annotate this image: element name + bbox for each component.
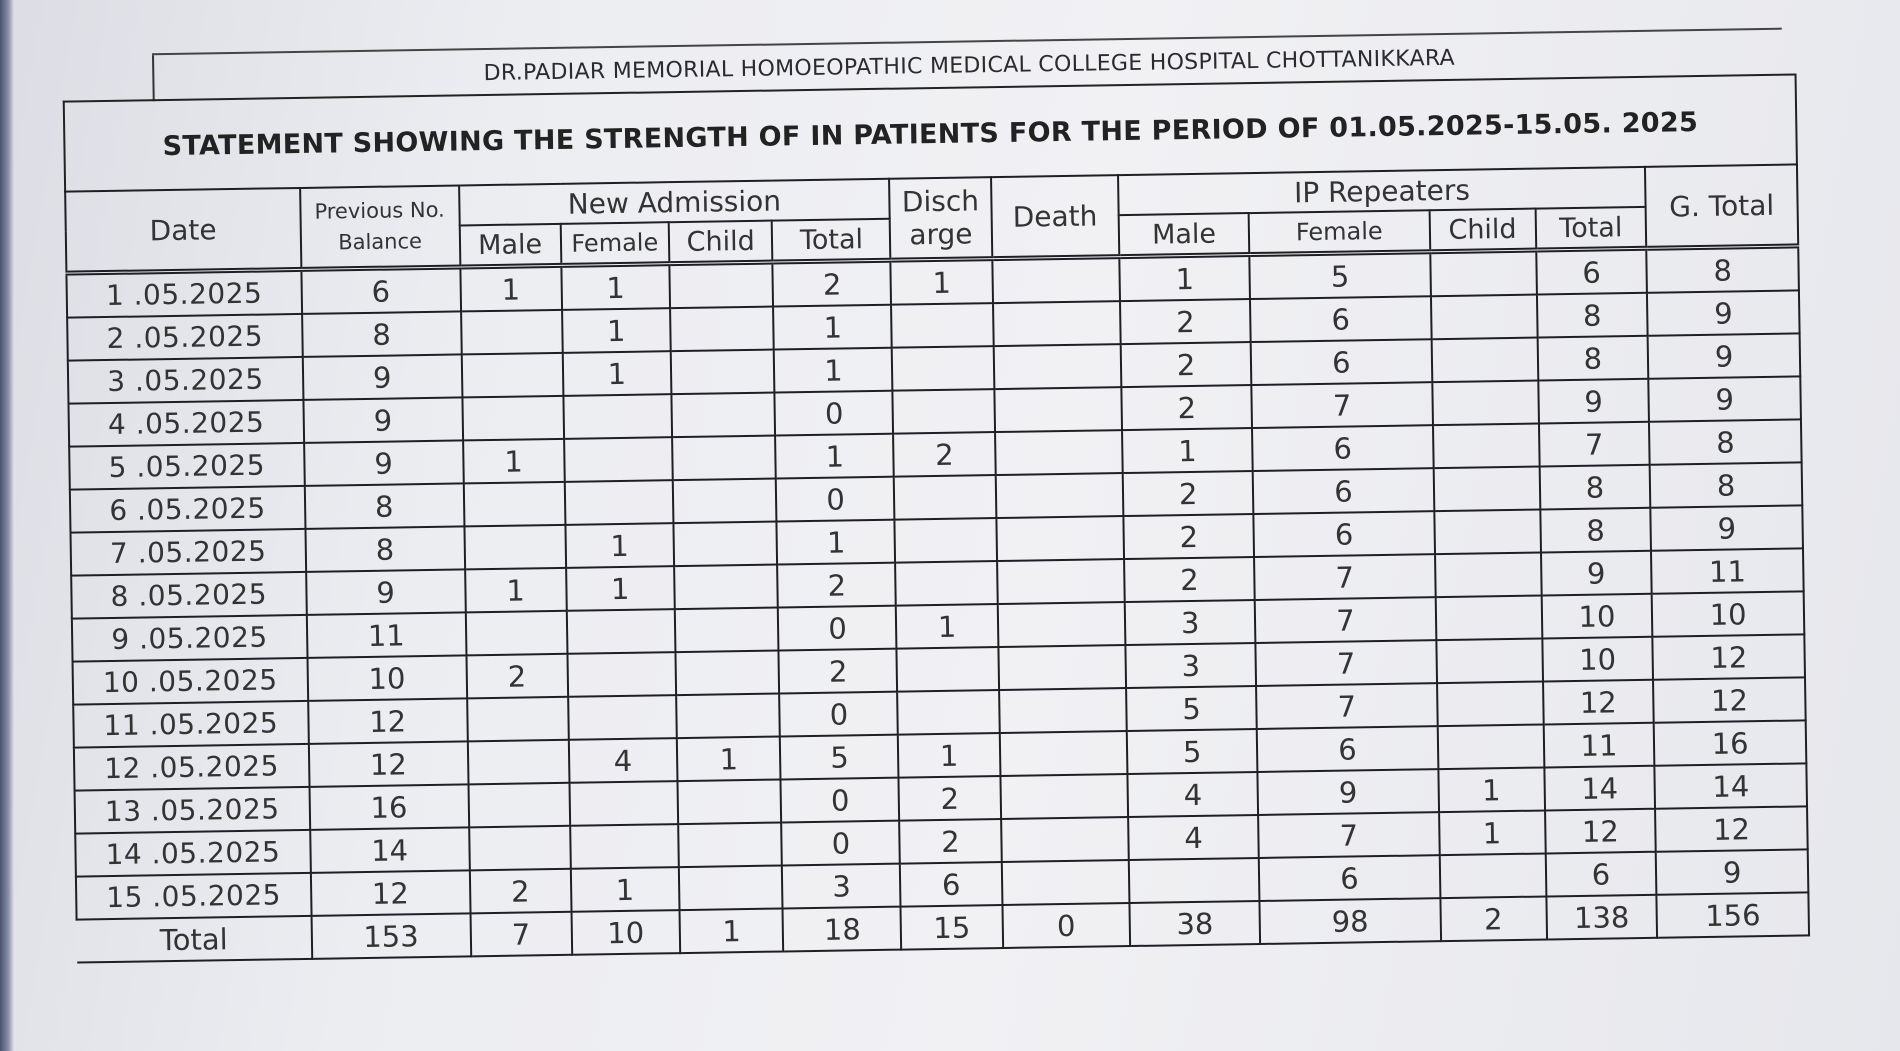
cell-discharge: 2 <box>894 432 996 477</box>
cell-na-male: 2 <box>469 869 571 914</box>
cell-death <box>997 602 1125 647</box>
cell-na-child <box>679 865 783 910</box>
cell-ip-male: 2 <box>1123 471 1254 516</box>
cell-death <box>998 645 1126 690</box>
cell-na-male <box>464 525 566 570</box>
cell-ip-male: 2 <box>1121 342 1252 387</box>
cell-discharge: 2 <box>900 819 1002 864</box>
cell-ip-male: 5 <box>1126 686 1257 731</box>
cell-death <box>1001 860 1129 905</box>
cell-na-child <box>678 822 782 867</box>
cell-na-child <box>671 393 775 438</box>
cell-discharge: 6 <box>900 862 1002 907</box>
cell-ip-male: 3 <box>1125 600 1256 645</box>
cell-discharge: 1 <box>896 604 998 649</box>
total-na-male: 7 <box>470 912 572 957</box>
header-g-total: G. Total <box>1645 164 1798 248</box>
cell-ip-male: 2 <box>1124 557 1255 602</box>
cell-prev: 12 <box>311 870 471 915</box>
cell-prev: 16 <box>309 784 469 829</box>
cell-ip-male: 4 <box>1128 772 1259 817</box>
cell-g-total: 9 <box>1656 849 1808 894</box>
cell-na-male <box>468 783 570 828</box>
cell-prev: 8 <box>302 311 462 356</box>
cell-na-female <box>563 394 672 439</box>
cell-g-total: 14 <box>1655 763 1807 808</box>
document-sheet <box>42 27 1837 1000</box>
cell-ip-total: 11 <box>1543 723 1654 768</box>
cell-ip-child <box>1435 596 1542 641</box>
cell-ip-female: 6 <box>1253 511 1434 557</box>
cell-g-total: 8 <box>1650 462 1802 507</box>
cell-discharge <box>893 389 995 434</box>
cell-ip-female: 6 <box>1252 425 1433 471</box>
cell-ip-male: 4 <box>1128 815 1259 860</box>
cell-na-child <box>671 350 775 395</box>
cell-date: 6 .05.2025 <box>70 486 305 533</box>
table-body <box>66 246 1808 920</box>
cell-ip-male <box>1129 858 1260 903</box>
cell-na-male: 1 <box>460 265 562 311</box>
cell-ip-child <box>1432 381 1539 426</box>
cell-ip-male: 1 <box>1119 255 1250 302</box>
cell-prev: 12 <box>308 698 468 743</box>
total-label-text: Total <box>159 921 228 957</box>
cell-ip-female: 5 <box>1249 252 1430 299</box>
cell-ip-total: 10 <box>1542 637 1653 682</box>
cell-g-total: 12 <box>1653 677 1805 722</box>
cell-ip-total: 10 <box>1541 594 1652 639</box>
header-previous-line2: Balance <box>338 229 423 255</box>
cell-date: 10 .05.2025 <box>73 658 308 705</box>
cell-na-total: 0 <box>775 391 894 436</box>
header-na-male: Male <box>459 224 561 267</box>
total-g-total: 156 <box>1657 892 1809 937</box>
cell-na-male <box>465 611 567 656</box>
cell-na-female <box>568 695 677 740</box>
header-na-female: Female <box>560 222 669 265</box>
cell-na-total: 5 <box>780 735 899 780</box>
cell-na-total: 3 <box>782 864 901 909</box>
header-discharge-line1: Disch <box>901 184 980 219</box>
cell-ip-female: 9 <box>1258 769 1439 815</box>
cell-g-total: 9 <box>1651 505 1803 550</box>
cell-g-total: 9 <box>1648 333 1800 378</box>
cell-ip-female: 6 <box>1253 468 1434 514</box>
cell-na-female <box>570 824 679 869</box>
cell-date: 12 .05.2025 <box>74 744 309 791</box>
cell-na-male <box>469 826 571 871</box>
cell-ip-female: 7 <box>1251 382 1432 428</box>
cell-na-female: 1 <box>562 308 671 353</box>
cell-ip-child <box>1434 510 1541 555</box>
cell-na-male <box>467 740 569 785</box>
total-death: 0 <box>1002 903 1130 948</box>
cell-death <box>1001 817 1129 862</box>
cell-ip-total: 7 <box>1539 422 1650 467</box>
cell-na-total: 0 <box>776 477 895 522</box>
cell-na-female <box>566 609 675 654</box>
header-ip-male: Male <box>1119 213 1250 257</box>
cell-ip-total: 6 <box>1536 248 1647 294</box>
cell-ip-male: 2 <box>1120 299 1251 344</box>
cell-death <box>999 688 1127 733</box>
header-na-child: Child <box>669 221 773 264</box>
cell-ip-female: 7 <box>1258 812 1439 858</box>
cell-prev: 8 <box>304 483 464 528</box>
cell-discharge: 1 <box>898 733 1000 778</box>
cell-ip-total: 8 <box>1536 293 1647 338</box>
cell-prev: 10 <box>307 655 467 700</box>
cell-na-female <box>564 480 673 525</box>
cell-na-male <box>467 697 569 742</box>
cell-ip-female: 7 <box>1255 640 1436 686</box>
cell-death <box>994 387 1122 432</box>
cell-date: 9 .05.2025 <box>72 615 307 662</box>
cell-na-female <box>564 437 673 482</box>
cell-g-total: 9 <box>1647 290 1799 335</box>
total-discharge: 15 <box>901 905 1003 950</box>
cell-ip-child <box>1437 725 1544 770</box>
cell-death <box>996 516 1124 561</box>
cell-ip-male: 5 <box>1127 729 1258 774</box>
cell-na-male <box>463 482 565 527</box>
header-discharge-line2: arge <box>909 217 973 252</box>
header-ip-child: Child <box>1429 209 1536 252</box>
cell-na-female: 1 <box>562 351 671 396</box>
cell-death <box>993 301 1121 346</box>
cell-date: 4 .05.2025 <box>68 400 303 447</box>
cell-ip-total: 8 <box>1537 336 1648 381</box>
cell-g-total: 9 <box>1649 376 1801 421</box>
cell-g-total: 11 <box>1651 548 1803 593</box>
cell-discharge <box>892 346 994 391</box>
cell-date: 3 .05.2025 <box>68 357 303 404</box>
cell-na-total: 2 <box>773 260 892 306</box>
cell-ip-total: 8 <box>1539 465 1650 510</box>
cell-discharge: 1 <box>891 259 993 305</box>
cell-ip-child <box>1437 682 1544 727</box>
total-na-total: 18 <box>783 907 902 952</box>
total-label <box>77 916 312 963</box>
cell-prev: 9 <box>303 397 463 442</box>
cell-date: 15 .05.2025 <box>76 873 311 920</box>
cell-na-child <box>670 307 774 352</box>
cell-death <box>995 473 1123 518</box>
cell-discharge <box>894 475 996 520</box>
cell-ip-child <box>1431 338 1538 383</box>
cell-date: 5 .05.2025 <box>69 443 304 490</box>
cell-na-total: 1 <box>777 520 896 565</box>
cell-ip-female: 6 <box>1250 296 1431 342</box>
cell-discharge: 2 <box>899 776 1001 821</box>
cell-prev: 6 <box>301 267 461 314</box>
cell-na-total: 0 <box>781 778 900 823</box>
total-ip-male: 38 <box>1130 901 1261 946</box>
cell-na-child <box>677 779 781 824</box>
cell-date: 1 .05.2025 <box>66 269 301 317</box>
cell-ip-female: 6 <box>1251 339 1432 385</box>
cell-ip-male: 1 <box>1122 428 1253 473</box>
inpatient-table <box>64 163 1810 963</box>
cell-ip-female: 7 <box>1255 597 1436 643</box>
cell-g-total: 12 <box>1653 634 1805 679</box>
cell-death <box>995 430 1123 475</box>
header-discharge <box>890 177 992 260</box>
cell-ip-female: 6 <box>1257 726 1438 772</box>
cell-na-total: 0 <box>782 821 901 866</box>
cell-na-male: 2 <box>466 654 568 699</box>
cell-na-female: 1 <box>566 566 675 611</box>
cell-death <box>992 257 1120 303</box>
cell-discharge <box>898 690 1000 735</box>
cell-na-child <box>675 608 779 653</box>
cell-na-total: 0 <box>780 692 899 737</box>
cell-death <box>1000 774 1128 819</box>
cell-g-total: 10 <box>1652 591 1804 636</box>
cell-na-total: 1 <box>774 348 893 393</box>
cell-discharge <box>891 303 993 348</box>
cell-ip-total: 12 <box>1545 809 1656 854</box>
cell-na-total: 0 <box>778 606 897 651</box>
cell-na-child <box>673 522 777 567</box>
cell-na-female: 1 <box>565 523 674 568</box>
cell-na-female: 4 <box>568 738 677 783</box>
cell-prev: 12 <box>309 741 469 786</box>
cell-na-child <box>672 436 776 481</box>
cell-g-total: 12 <box>1655 806 1807 851</box>
cell-g-total: 8 <box>1647 246 1799 293</box>
cell-ip-male: 2 <box>1124 514 1255 559</box>
cell-na-child: 1 <box>677 736 781 781</box>
cell-ip-child: 1 <box>1439 810 1546 855</box>
total-na-female: 10 <box>571 910 680 955</box>
photo-edge <box>0 0 14 1051</box>
header-death: Death <box>991 175 1120 258</box>
cell-date: 2 .05.2025 <box>67 314 302 361</box>
cell-na-male <box>462 396 564 441</box>
cell-ip-child <box>1436 639 1543 684</box>
total-na-child: 1 <box>679 908 783 953</box>
cell-na-child <box>675 650 779 695</box>
header-previous-line1: Previous No. <box>314 197 445 224</box>
header-na-total: Total <box>772 219 891 262</box>
cell-death <box>997 559 1125 604</box>
cell-date: 7 .05.2025 <box>71 529 306 576</box>
cell-discharge <box>897 647 999 692</box>
cell-death <box>993 344 1121 389</box>
cell-ip-female: 6 <box>1259 855 1440 901</box>
header-ip-repeaters: IP Repeaters <box>1118 167 1646 215</box>
cell-ip-child: 1 <box>1438 767 1545 812</box>
cell-ip-child <box>1433 424 1540 469</box>
cell-na-female: 1 <box>570 867 679 912</box>
cell-ip-child <box>1430 250 1537 296</box>
cell-na-child <box>676 693 780 738</box>
cell-ip-total: 9 <box>1538 379 1649 424</box>
cell-ip-total: 6 <box>1545 852 1656 897</box>
cell-ip-child <box>1435 553 1542 598</box>
cell-ip-child <box>1433 467 1540 512</box>
cell-prev: 14 <box>310 827 470 872</box>
cell-ip-child <box>1439 853 1546 898</box>
cell-discharge <box>896 561 998 606</box>
cell-na-male: 1 <box>463 439 565 484</box>
cell-ip-total: 9 <box>1541 551 1652 596</box>
cell-ip-child <box>1431 295 1538 340</box>
header-new-admission: New Admission <box>459 179 890 226</box>
cell-na-male: 1 <box>465 568 567 613</box>
cell-na-total: 2 <box>779 649 898 694</box>
cell-date: 13 .05.2025 <box>75 787 310 834</box>
cell-ip-male: 3 <box>1126 643 1257 688</box>
hospital-name: DR.PADIAR MEMORIAL HOMOEOPATHIC MEDICAL COLLEGE HOSPITAL CHOTTANIKKARA <box>152 30 1785 102</box>
cell-discharge <box>895 518 997 563</box>
cell-ip-female: 7 <box>1256 683 1437 729</box>
cell-na-child <box>674 565 778 610</box>
cell-ip-total: 12 <box>1543 680 1654 725</box>
cell-prev: 9 <box>302 354 462 399</box>
cell-prev: 9 <box>304 440 464 485</box>
header-previous-balance <box>300 185 460 269</box>
cell-na-male <box>461 353 563 398</box>
header-ip-female: Female <box>1249 210 1430 254</box>
cell-ip-total: 14 <box>1544 766 1655 811</box>
total-ip-total: 138 <box>1546 895 1657 940</box>
cell-na-female <box>567 652 676 697</box>
cell-na-total: 2 <box>778 563 897 608</box>
cell-na-child <box>673 479 777 524</box>
cell-date: 14 .05.2025 <box>75 830 310 877</box>
cell-prev: 9 <box>306 569 466 614</box>
statement-title: STATEMENT SHOWING THE STRENGTH OF IN PATIENTS FOR THE PERIOD OF 01.05.2025-15.05. 2025 <box>63 73 1798 192</box>
cell-na-total: 1 <box>776 434 895 479</box>
cell-na-female: 1 <box>561 264 670 310</box>
cell-ip-female: 7 <box>1254 554 1435 600</box>
total-ip-female: 98 <box>1260 898 1441 944</box>
cell-na-child <box>669 262 773 308</box>
total-prev: 153 <box>311 913 471 958</box>
cell-ip-total: 8 <box>1540 508 1651 553</box>
cell-na-female <box>569 781 678 826</box>
cell-ip-male: 2 <box>1121 385 1252 430</box>
cell-date: 8 .05.2025 <box>71 572 306 619</box>
cell-na-male <box>461 310 563 355</box>
cell-date: 11 .05.2025 <box>73 701 308 748</box>
cell-death <box>999 731 1127 776</box>
total-ip-child: 2 <box>1440 896 1547 941</box>
header-ip-total: Total <box>1535 207 1646 250</box>
header-date: Date <box>65 188 301 273</box>
cell-g-total: 8 <box>1649 419 1801 464</box>
cell-prev: 11 <box>307 612 467 657</box>
cell-g-total: 16 <box>1654 720 1806 765</box>
cell-na-total: 1 <box>773 305 892 350</box>
cell-prev: 8 <box>305 526 465 571</box>
